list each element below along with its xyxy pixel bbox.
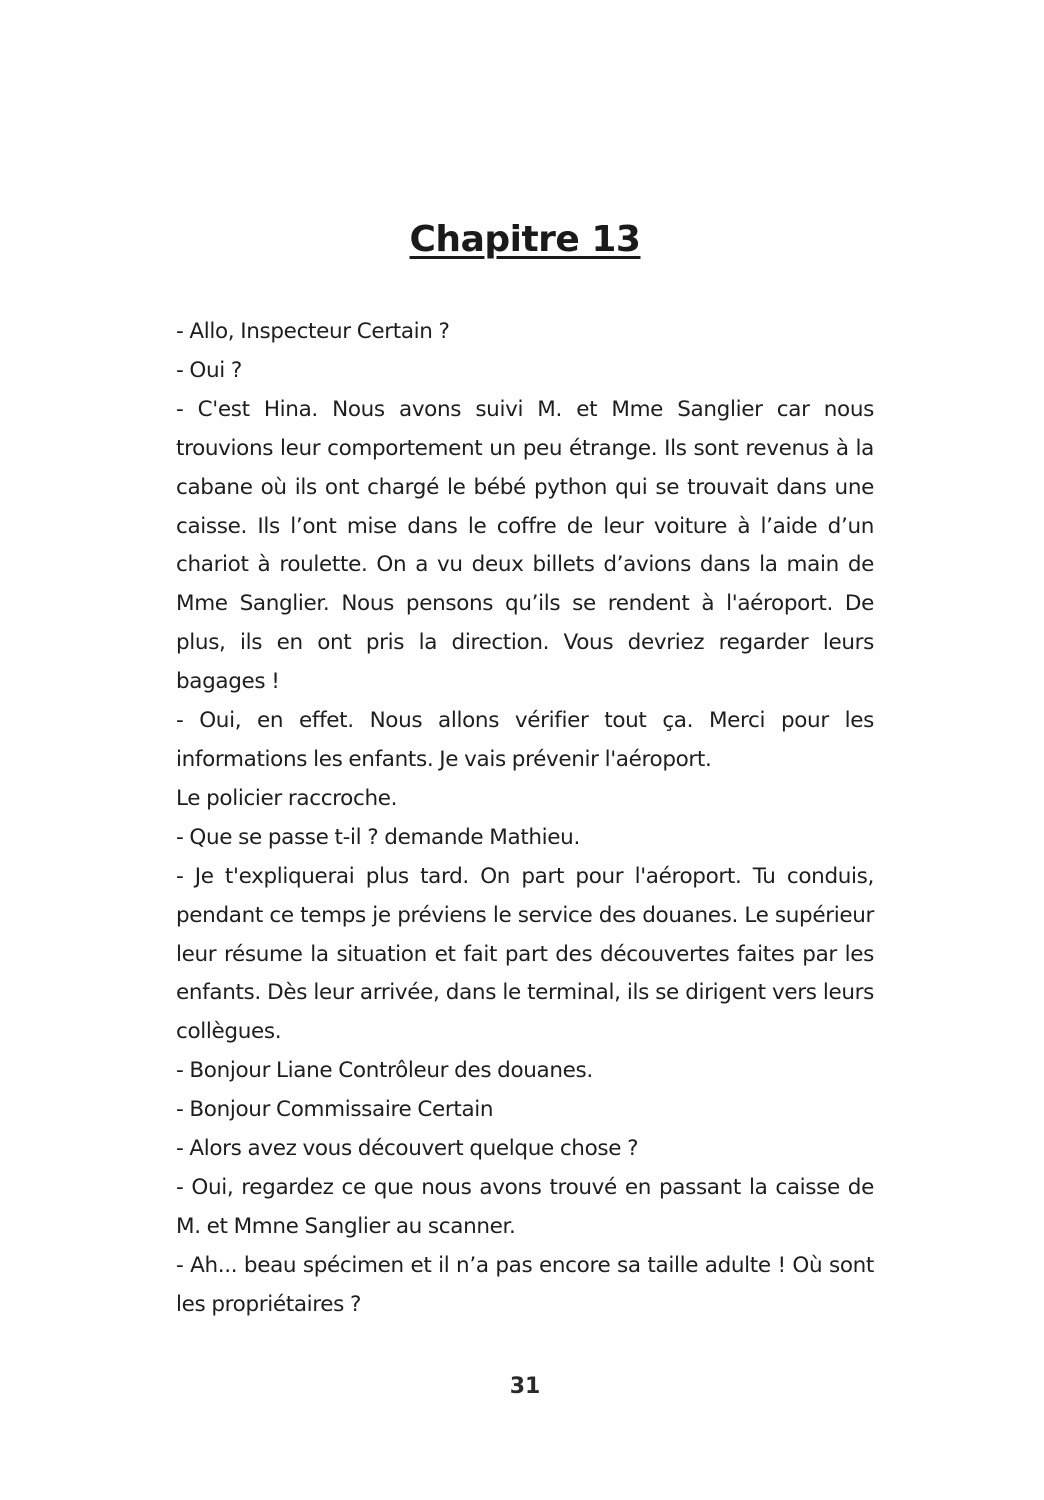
paragraph: Le policier raccroche.: [176, 785, 398, 811]
paragraph: - C'est Hina. Nous avons suivi M. et Mme Sanglier car nous trouvions leur comportement un peu étrange. Ils sont revenus à la cabane où ils ont chargé le bébé python qui se trouvait dans une caisse. Ils l’ont mise dans le coffre de leur voiture à l’aide d’un chariot à roulette. On a vu deux billets d’avions dans la main de Mme Sanglier. Nous pensons qu’ils se rendent à l'aéroport. De plus, ils en ont pris la direction. Vous devriez regarder leurs bagages !: [176, 396, 874, 695]
paragraph: - Allo, Inspecteur Certain ?: [176, 319, 450, 344]
paragraph: - Oui ?: [176, 357, 242, 383]
paragraph: - Oui, regardez ce que nous avons trouvé en passant la caisse de M. et Mmne Sanglier au scanner.: [176, 1174, 874, 1239]
chapter-title: Chapitre 13: [409, 219, 641, 261]
paragraph: - Je t'expliquerai plus tard. On part pour l'aéroport. Tu conduis, pendant ce temps je préviens le service des douanes. Le supérieur leur résume la situation et fait part des découvertes faites par les enfants. Dès leur arrivée, dans le terminal, ils se dirigent vers leurs collègues.: [176, 863, 874, 1045]
paragraph: - Ah... beau spécimen et il n’a pas encore sa taille adulte ! Où sont les propriétaires ?: [176, 1252, 874, 1317]
paragraph: - Bonjour Commissaire Certain: [176, 1097, 494, 1123]
paragraph: - Alors avez vous découvert quelque chose ?: [176, 1136, 639, 1162]
chapter-body: [176, 313, 874, 1325]
paragraph: - Bonjour Liane Contrôleur des douanes.: [176, 1058, 593, 1084]
paragraph: - Oui, en effet. Nous allons vérifier tout ça. Merci pour les informations les enfants. Je vais prévenir l'aéroport.: [176, 708, 874, 772]
page-number: 31: [509, 1374, 541, 1399]
paragraph: - Que se passe t-il ? demande Mathieu.: [176, 824, 580, 850]
